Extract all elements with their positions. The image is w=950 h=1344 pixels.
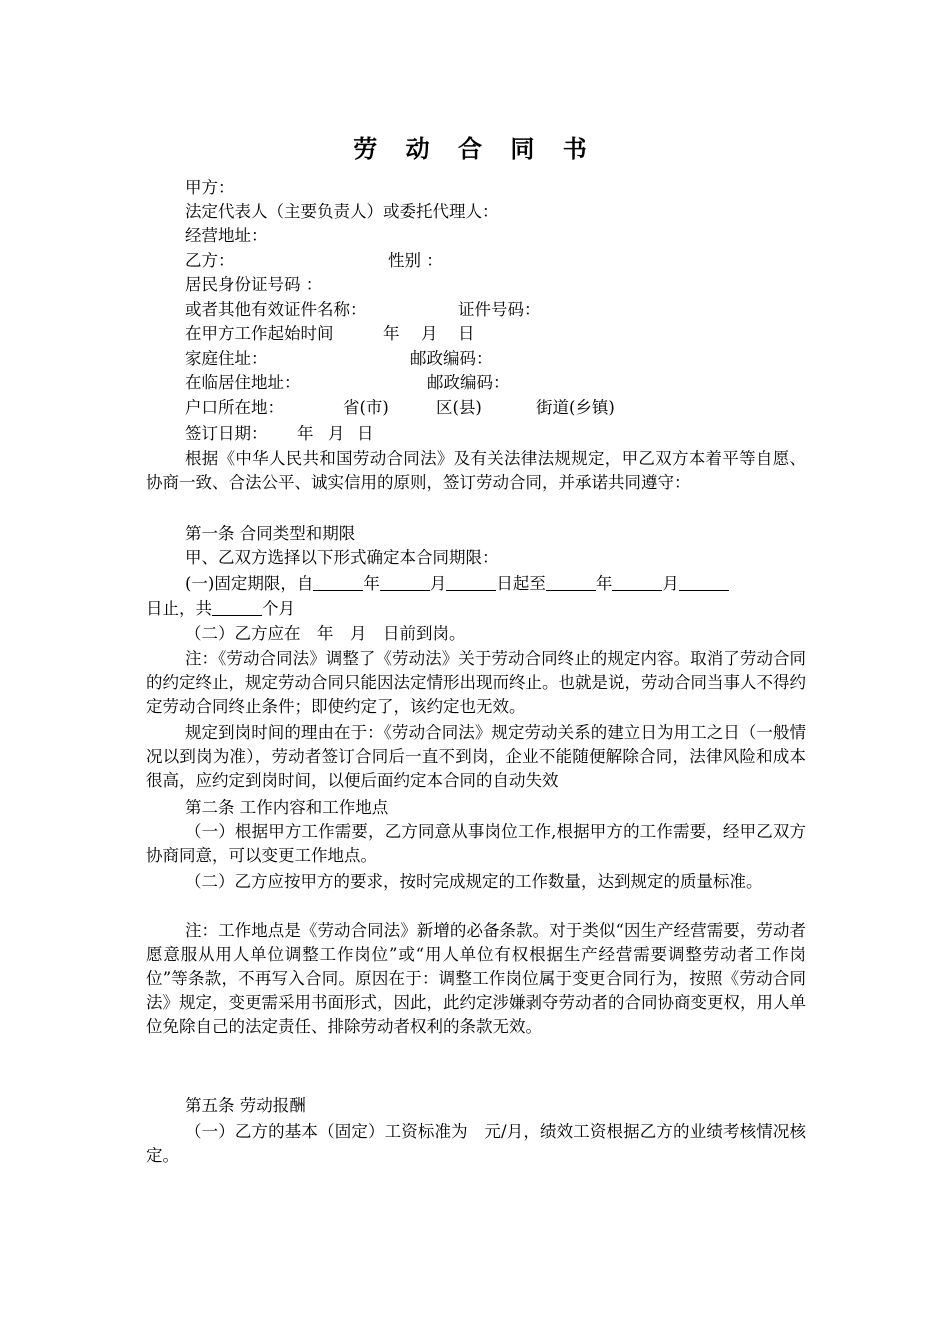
fixed-term-y2: 年 (595, 574, 613, 593)
fixed-term-line1 (185, 572, 729, 596)
article2-note: 注：工作地点是《劳动合同法》新增的必备条款。对于类似“因生产经营需要，劳动者愿意服从用人单位调整工作岗位”或“用人单位有权根据生产经营需要调整劳动者工作岗位”等条款，不再写入合同。原因在于：调整工作岗位属于变更合同行为，按照《劳动合同法》规定，变更需采用书面形式，因此，此约定涉嫌剥夺劳动者的合同协商变更权，用人单位免除自己的法定责任、排除劳动者权利的条款无效。 (146, 921, 806, 1036)
party-a-label: 甲方： (185, 178, 235, 197)
article1-note2: 规定到岗时间的理由在于：《劳动合同法》规定劳动关系的建立日为用工之日（一般情况以到岗为准），劳动者签订合同后一直不到岗，企业不能随便解除合同，法律风险和成本很高，应约定到岗时间，以便后面约定本合同的自动失效 (146, 723, 806, 790)
sign-year-label: 年 (297, 424, 314, 443)
temp-address-label: 在临居住地址： (185, 373, 301, 392)
hukou-province-label: 省(市) (343, 398, 389, 417)
start-time-label: 在甲方工作起始时间 (185, 324, 334, 343)
hukou-street-label: 街道(乡镇) (536, 398, 615, 417)
home-postcode-label: 邮政编码： (410, 349, 493, 368)
article5-item1: （一）乙方的基本（固定）工资标准为 元/月，绩效工资根据乙方的业绩考核情况核定。 (146, 1122, 806, 1165)
hukou-district-label: 区(县) (436, 398, 482, 417)
end-day-blank (679, 572, 729, 591)
hukou-label: 户口所在地： (185, 398, 284, 417)
start-year-label: 年 (383, 324, 400, 343)
fixed-term-line2 (146, 597, 295, 621)
fixed-term-months: 个月 (262, 599, 295, 618)
temp-postcode-label: 邮政编码： (427, 373, 510, 392)
fixed-term-d1: 日起至 (496, 574, 546, 593)
sign-day-label: 日 (357, 424, 374, 443)
home-address-label: 家庭住址： (185, 349, 268, 368)
sign-date-label: 签订日期： (185, 424, 268, 443)
article2-item2: （二）乙方应按甲方的要求，按时完成规定的工作数量，达到规定的质量标准。 (185, 872, 763, 891)
article1-note1: 注：《劳动合同法》调整了《劳动法》关于劳动合同终止的规定内容。取消了劳动合同的约定终止，规定劳动合同只能因法定情形出现而终止。也就是说，劳动合同当事人不得约定劳动合同终止条件；即使约定了，该约定也无效。 (146, 649, 806, 716)
intro-paragraph: 根据《中华人民共和国劳动合同法》及有关法律法规规定，甲乙双方本着平等自愿、协商一致、合法公平、诚实信用的原则，签订劳动合同，并承诺共同遵守： (146, 449, 806, 492)
other-cert-name-label: 或者其他有效证件名称： (185, 300, 367, 319)
start-year-blank (313, 572, 363, 591)
gender-label: 性别 ： (388, 251, 443, 270)
end-year-blank (546, 572, 596, 591)
fixed-term-m2: 月 (662, 574, 679, 593)
start-month-blank (380, 572, 430, 591)
page-title: 劳 动 合 同 书 (353, 135, 597, 163)
fixed-term-prefix: (一)固定期限，自 (185, 574, 314, 593)
months-blank (212, 597, 262, 616)
sign-month-label: 月 (328, 424, 345, 443)
start-day-blank (446, 572, 496, 591)
report-date-item: （二）乙方应在 年 月 日前到岗。 (185, 624, 466, 643)
article1-heading: 第一条 合同类型和期限 (185, 524, 356, 543)
end-month-blank (612, 572, 662, 591)
id-number-label: 居民身份证号码 ： (185, 275, 323, 294)
fixed-term-y1: 年 (363, 574, 380, 593)
start-month-label: 月 (421, 324, 438, 343)
party-b-label: 乙方： (185, 251, 235, 270)
article5-heading: 第五条 劳动报酬 (185, 1096, 306, 1115)
start-day-label: 日 (458, 324, 475, 343)
article2-item1: （一）根据甲方工作需要，乙方同意从事岗位工作,根据甲方的工作需要，经甲乙双方协商同意，可以变更工作地点。 (146, 822, 806, 865)
cert-number-label: 证件号码： (458, 300, 541, 319)
article2-heading: 第二条 工作内容和工作地点 (185, 798, 389, 817)
representative-label: 法定代表人（主要负责人）或委托代理人： (185, 202, 499, 221)
article1-lead: 甲、乙双方选择以下形式确定本合同期限： (185, 548, 499, 567)
fixed-term-m1: 月 (429, 574, 447, 593)
business-address-label: 经营地址： (185, 226, 268, 245)
fixed-term-line2-start: 日止，共 (146, 599, 212, 618)
